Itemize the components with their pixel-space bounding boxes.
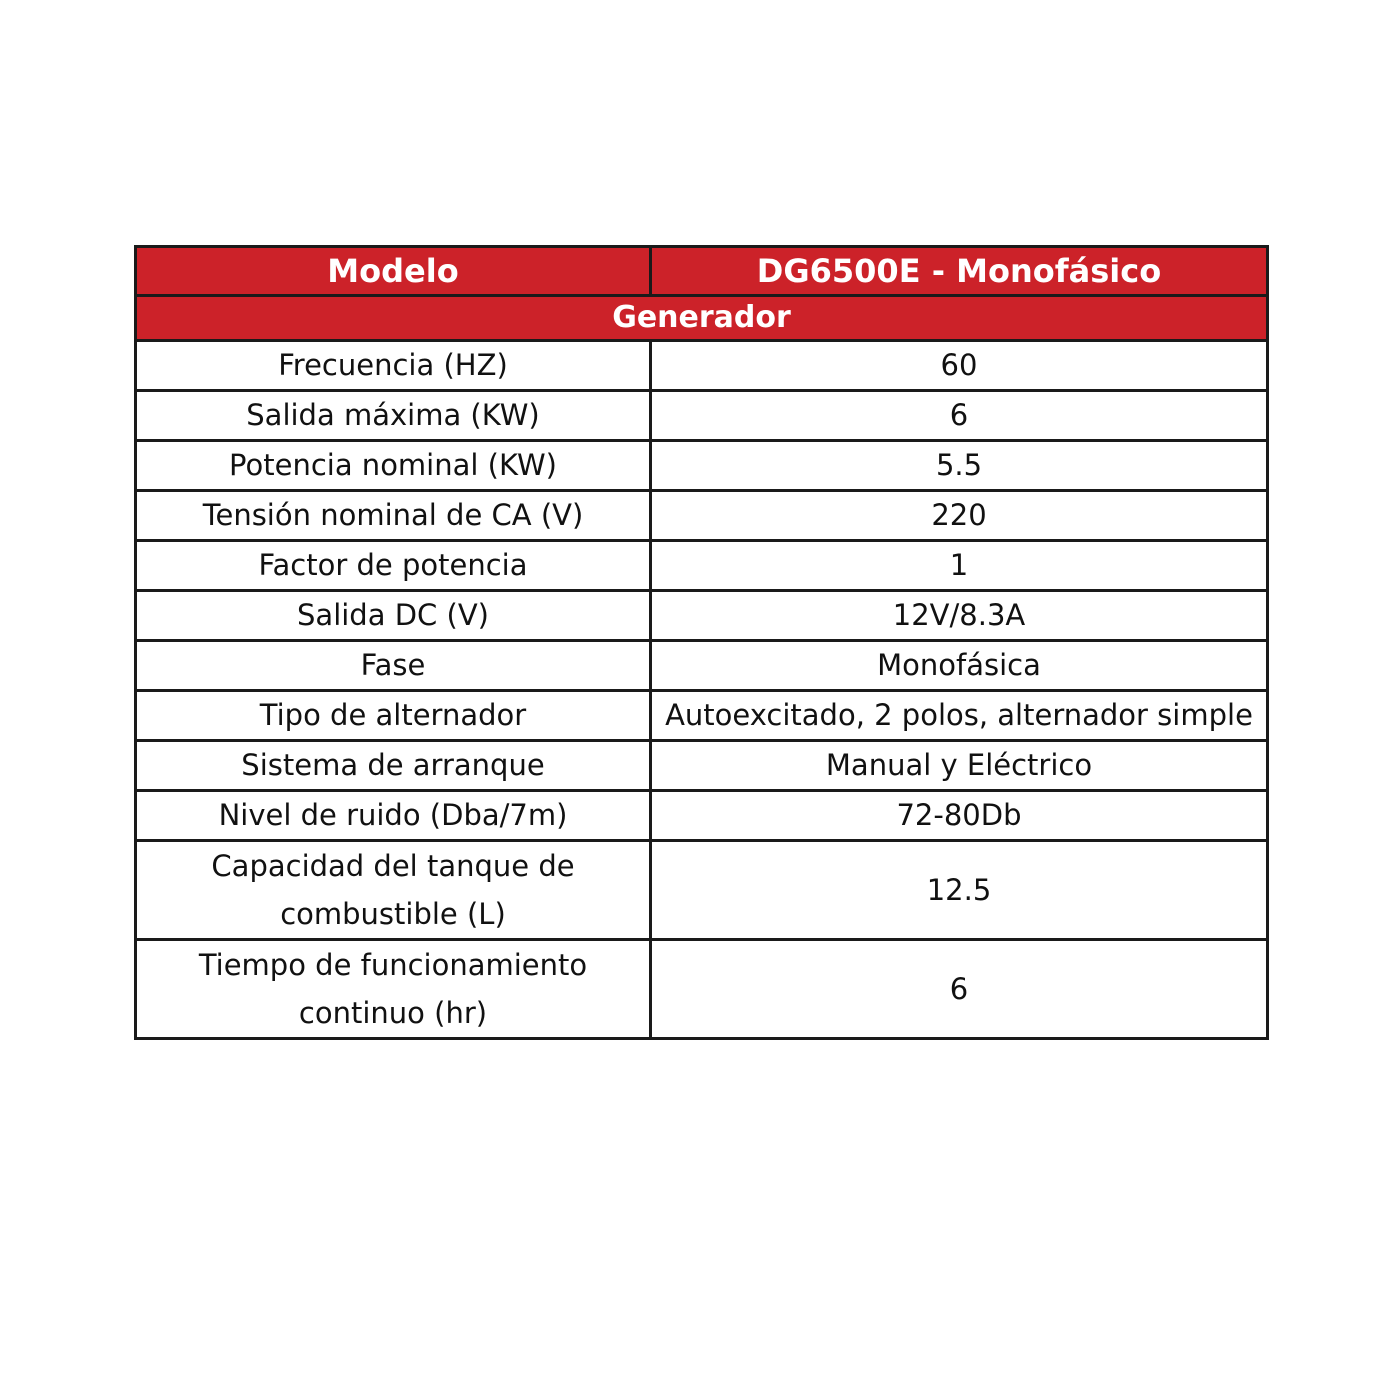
section-title: Generador [136, 296, 1268, 341]
spec-label: Sistema de arranque [136, 741, 651, 791]
spec-label: Factor de potencia [136, 541, 651, 591]
spec-label: Salida DC (V) [136, 591, 651, 641]
section-row [136, 296, 1268, 341]
header-model: DG6500E - Monofásico [651, 247, 1268, 296]
spec-label: Salida máxima (KW) [136, 391, 651, 441]
spec-label: Potencia nominal (KW) [136, 441, 651, 491]
header-label: Modelo [136, 247, 651, 296]
spec-value: Autoexcitado, 2 polos, alternador simple [651, 691, 1268, 741]
spec-label: Nivel de ruido (Dba/7m) [136, 791, 651, 841]
spec-value: Monofásica [651, 641, 1268, 691]
table-row [136, 341, 1268, 391]
spec-value: 12.5 [651, 841, 1268, 940]
spec-label: Capacidad del tanque de combustible (L) [136, 841, 651, 940]
spec-label: Tipo de alternador [136, 691, 651, 741]
table-row [136, 541, 1268, 591]
table-row [136, 691, 1268, 741]
spec-value: 6 [651, 391, 1268, 441]
spec-value: 72-80Db [651, 791, 1268, 841]
spec-label: Fase [136, 641, 651, 691]
spec-table [134, 245, 1269, 1040]
table-row [136, 641, 1268, 691]
spec-label: Frecuencia (HZ) [136, 341, 651, 391]
table-row [136, 441, 1268, 491]
spec-value: 60 [651, 341, 1268, 391]
table-row [136, 940, 1268, 1039]
spec-value: 6 [651, 940, 1268, 1039]
spec-value: 1 [651, 541, 1268, 591]
table-row [136, 391, 1268, 441]
spec-value: 220 [651, 491, 1268, 541]
spec-label: Tiempo de funcionamiento continuo (hr) [136, 940, 651, 1039]
spec-label: Tensión nominal de CA (V) [136, 491, 651, 541]
table-row [136, 741, 1268, 791]
spec-value: Manual y Eléctrico [651, 741, 1268, 791]
table-row [136, 591, 1268, 641]
table-row [136, 491, 1268, 541]
spec-value: 5.5 [651, 441, 1268, 491]
header-row [136, 247, 1268, 296]
table-row [136, 841, 1268, 940]
spec-value: 12V/8.3A [651, 591, 1268, 641]
table-row [136, 791, 1268, 841]
